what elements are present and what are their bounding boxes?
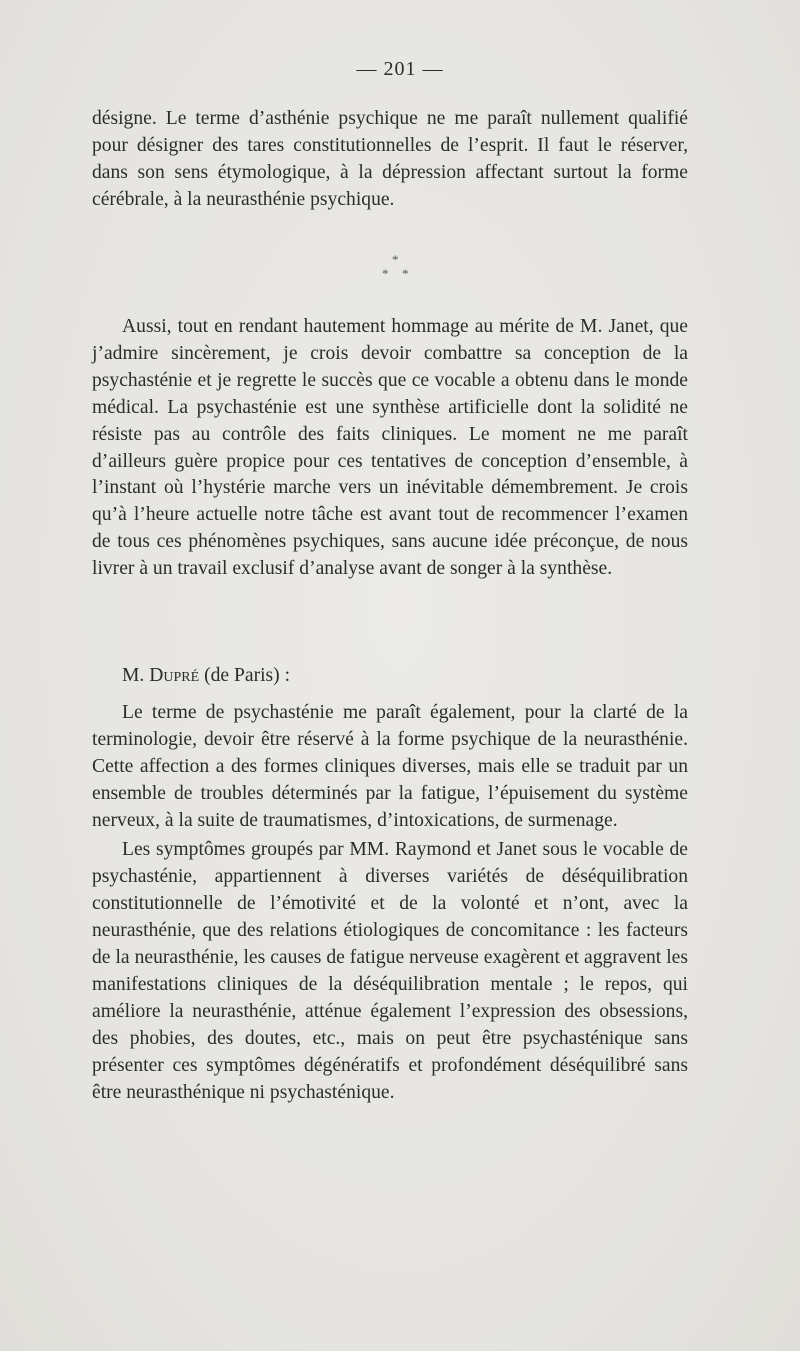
asterism-star-left: * [382,266,389,281]
paragraph-dupre-1: Le terme de psychasténie me paraît également, pour la clarté de la terminologie, devoir être réservé à la forme psychique de la neurasthénie. Cette affection a des formes cliniques diverses, mais elle se traduit par un ensemble de troubles déterminés par la fatigue, l’épuisement du système nerveux, à la suite de traumatismes, d’intoxications, de surmenage. [92,701,688,831]
asterism-separator [370,252,430,292]
text-block-bottom [92,663,688,1107]
speaker-heading [92,663,688,690]
page-number: — 201 — [356,58,444,80]
asterism-star-right: * [402,266,409,281]
speaker-prefix: M. [122,665,150,686]
asterism-star-top: * [392,252,399,267]
text-block-top [92,106,688,214]
paragraph-dupre-2: Les symptômes groupés par MM. Raymond et Janet sous le vocable de psychasténie, appartiennent à diverses variétés de déséquilibration constitutionnelle de l’émotivité et de la volonté et n’ont, avec la neurasthénie, que des relations étiologiques de concomitance : les facteurs de la neurasthénie, les causes de fatigue nerveuse exagèrent et aggravent les manifestations cliniques de la déséquilibration mentale ; le repos, qui améliore la neurasthénie, atténue également l’expression des obsessions, des phobies, des doutes, etc., mais on peut être psychasténique sans présenter ces symptômes dégénératifs et profondément déséquilibré sans être neurasthénique ni psychasténique. [92,839,688,1103]
paragraph-continuation: désigne. Le terme d’asthénie psychique ne me paraît nullement qualifié pour désigner des tares constitutionnelles de l’esprit. Il faut le réserver, dans son sens étymologique, à la dépression affectant surtout la forme cérébrale, à la neurasthénie psychique. [92,108,688,210]
text-block-middle [92,314,688,583]
speaker-name: Dupré [149,665,200,686]
speaker-affiliation: (de Paris) : [199,665,291,686]
paragraph-janet-critique: Aussi, tout en rendant hautement hommage au mérite de M. Janet, que j’admire sincèrement, je crois devoir combattre sa conception de la psychasténie et je regrette le succès que ce vocable a obtenu dans le monde médical. La psychasténie est une synthèse artificielle dont la solidité ne résiste pas au contrôle des faits cliniques. Le moment ne me paraît d’ailleurs guère propice pour ces tentatives de conception d’ensemble, à l’instant où l’hystérie marche vers un inévitable démembrement. Je crois qu’à l’heure actuelle notre tâche est avant tout de recommencer l’examen de tous ces phénomènes psychiques, sans aucune idée préconçue, de nous livrer à un travail exclusif d’analyse avant de songer à la synthèse. [92,316,688,580]
